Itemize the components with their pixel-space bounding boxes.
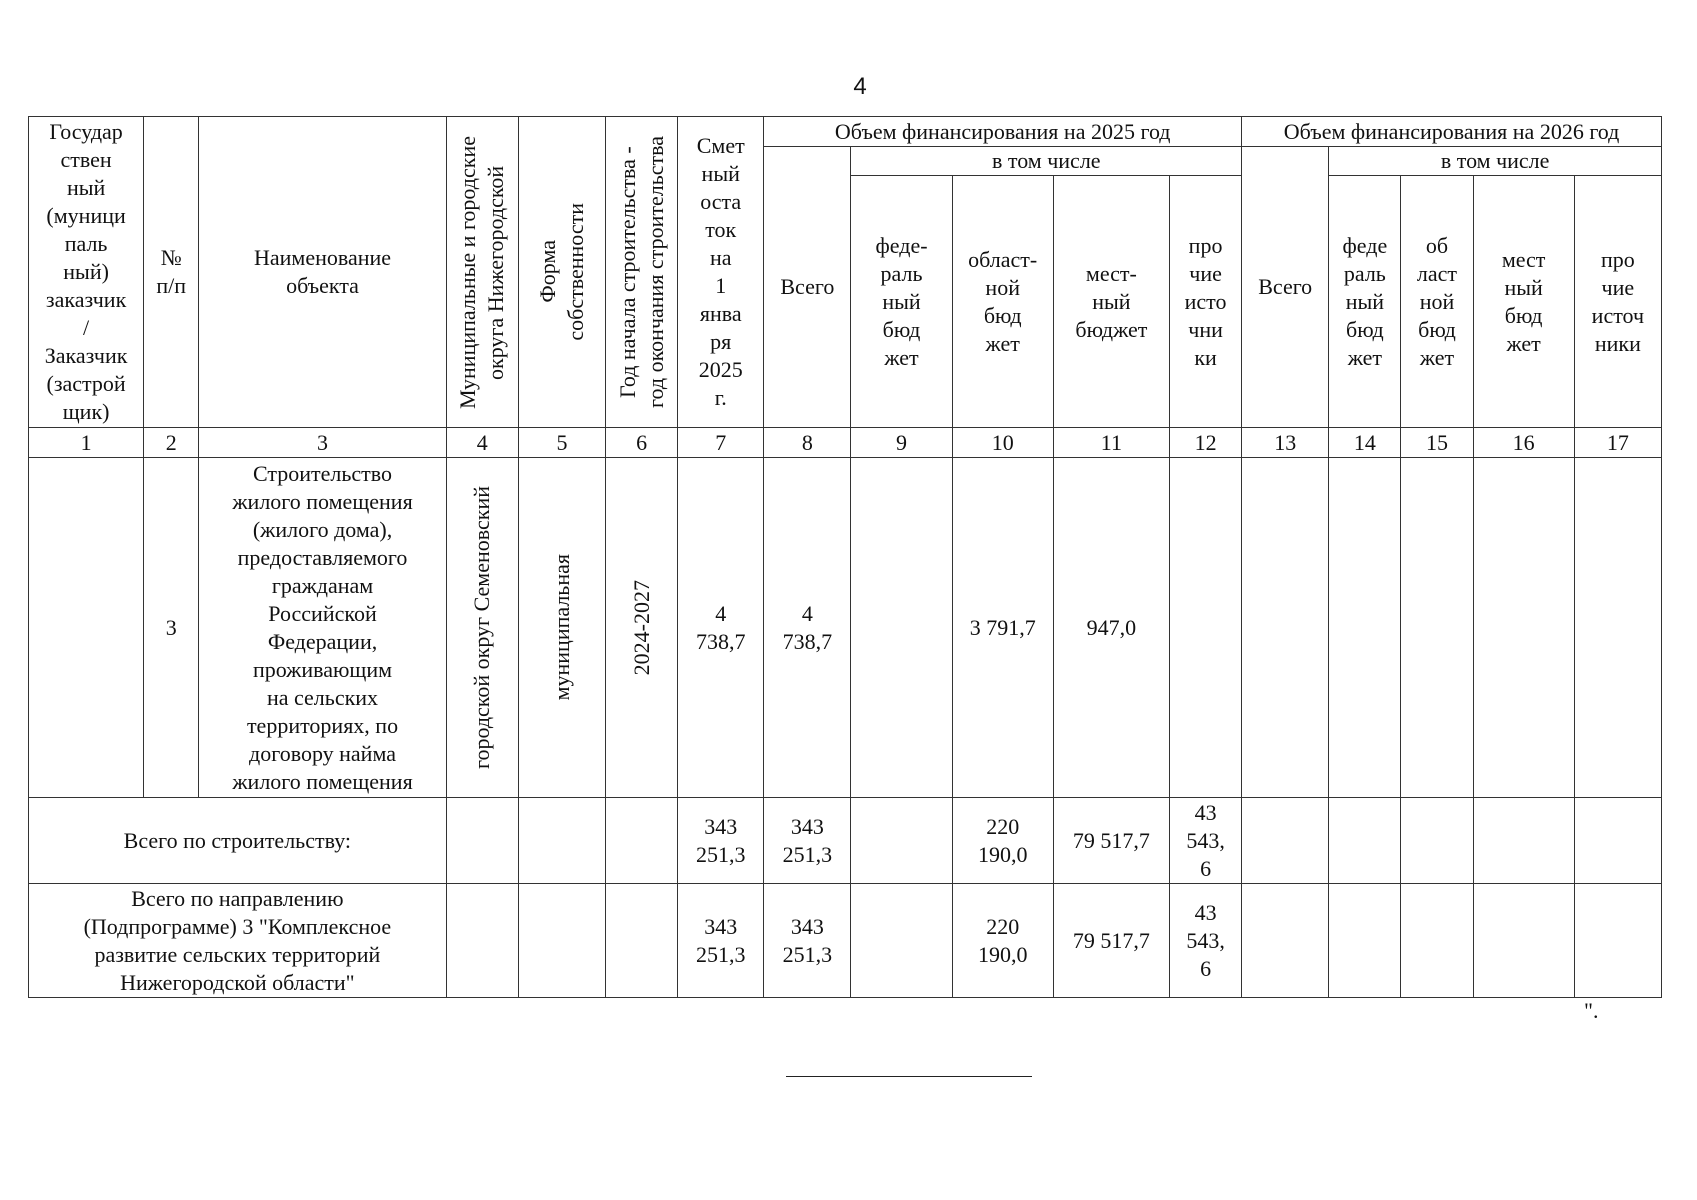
object-ownership: муниципальная (548, 554, 574, 701)
total-construction-loc-2025: 79 517,7 (1053, 798, 1169, 884)
object-name: Строительство жилого помещения (жилого дома), предоставляемого гражданам Российской Федерации, проживающим на сельских территориях, по договору найма жилого помещения (199, 458, 446, 798)
total-direction-row (29, 884, 1662, 998)
col-number: 14 (1329, 428, 1401, 458)
header-ownership: Форма собственности (534, 203, 588, 341)
header-loc-2025: мест- ный бюджет (1053, 176, 1169, 428)
header-including-2026: в том числе (1329, 147, 1662, 176)
object-fed-2025 (851, 458, 952, 798)
header-oth-2026: про чие источ ники (1574, 176, 1661, 428)
col-number: 5 (518, 428, 605, 458)
bottom-divider-line (786, 1076, 1032, 1077)
col-number: 2 (144, 428, 199, 458)
object-oth-2025 (1169, 458, 1241, 798)
header-loc-2026: мест ный бюд жет (1473, 176, 1574, 428)
col-number: 16 (1473, 428, 1574, 458)
object-remainder: 4 738,7 (678, 458, 764, 798)
col-number: 1 (29, 428, 144, 458)
header-reg-2026: об ласт ной бюд жет (1401, 176, 1473, 428)
col-number: 17 (1574, 428, 1661, 458)
header-years: Год начала строительства - год окончания строительства (614, 136, 668, 408)
total-construction-remainder: 343 251,3 (678, 798, 764, 884)
total-direction-fed-2025 (851, 884, 952, 998)
object-total-2026 (1242, 458, 1329, 798)
header-num: № п/п (144, 117, 199, 428)
object-loc-2026 (1473, 458, 1574, 798)
object-reg-2026 (1401, 458, 1473, 798)
total-direction-label: Всего по направлению (Подпрограмме) 3 "Комплексное развитие сельских территорий Нижегородской области" (29, 884, 447, 998)
page-number: 4 (853, 73, 867, 100)
total-construction-oth-2025: 43 543, 6 (1169, 798, 1241, 884)
col-number: 6 (606, 428, 678, 458)
col-number: 9 (851, 428, 952, 458)
total-construction-label: Всего по строительству: (29, 798, 447, 884)
total-direction-oth-2025: 43 543, 6 (1169, 884, 1241, 998)
header-oth-2025: про чие исто чни ки (1169, 176, 1241, 428)
object-district: городской округ Семеновский (469, 486, 495, 769)
object-row (29, 458, 1662, 798)
col-number: 12 (1169, 428, 1241, 458)
object-years-cell (606, 458, 678, 798)
header-reg-2025: област- ной бюд жет (952, 176, 1053, 428)
col-number: 13 (1242, 428, 1329, 458)
col-number: 11 (1053, 428, 1169, 458)
header-ownership-cell (518, 117, 605, 428)
total-direction-reg-2025: 220 190,0 (952, 884, 1053, 998)
total-direction-loc-2025: 79 517,7 (1053, 884, 1169, 998)
object-ownership-cell (518, 458, 605, 798)
total-construction-reg-2025: 220 190,0 (952, 798, 1053, 884)
total-direction-remainder: 343 251,3 (678, 884, 764, 998)
header-total-2026: Всего (1242, 147, 1329, 428)
object-oth-2026 (1574, 458, 1661, 798)
object-fed-2026 (1329, 458, 1401, 798)
financing-table (28, 116, 1662, 998)
col-number: 10 (952, 428, 1053, 458)
header-including-2025: в том числе (851, 147, 1242, 176)
col-number: 4 (446, 428, 518, 458)
col-number: 8 (764, 428, 851, 458)
object-num: 3 (144, 458, 199, 798)
total-construction-fed-2025 (851, 798, 952, 884)
total-construction-total-2025: 343 251,3 (764, 798, 851, 884)
header-fin-2025: Объем финансирования на 2025 год (764, 117, 1242, 147)
object-district-cell (446, 458, 518, 798)
closing-quote-mark: ". (1584, 998, 1599, 1023)
col-number: 15 (1401, 428, 1473, 458)
total-direction-total-2025: 343 251,3 (764, 884, 851, 998)
total-construction-row (29, 798, 1662, 884)
object-years: 2024-2027 (628, 579, 654, 676)
object-customer (29, 458, 144, 798)
header-object-name: Наименование объекта (199, 117, 446, 428)
header-total-2025: Всего (764, 147, 851, 428)
header-districts-cell (446, 117, 518, 428)
header-districts: Муниципальные и городские округа Нижегородской (455, 135, 509, 409)
object-total-2025: 4 738,7 (764, 458, 851, 798)
header-fed-2025: феде- раль ный бюд жет (851, 176, 952, 428)
header-remainder: Смет ный оста ток на 1 янва ря 2025 г. (678, 117, 764, 428)
col-number: 7 (678, 428, 764, 458)
header-fin-2026: Объем финансирования на 2026 год (1242, 117, 1662, 147)
header-years-cell (606, 117, 678, 428)
object-reg-2025: 3 791,7 (952, 458, 1053, 798)
header-customer: Государ ствен ный (муници паль ный) заказчик / Заказчик (застрой щик) (29, 117, 144, 428)
object-loc-2025: 947,0 (1053, 458, 1169, 798)
column-numbers-row (29, 428, 1662, 458)
col-number: 3 (199, 428, 446, 458)
header-fed-2026: феде раль ный бюд жет (1329, 176, 1401, 428)
